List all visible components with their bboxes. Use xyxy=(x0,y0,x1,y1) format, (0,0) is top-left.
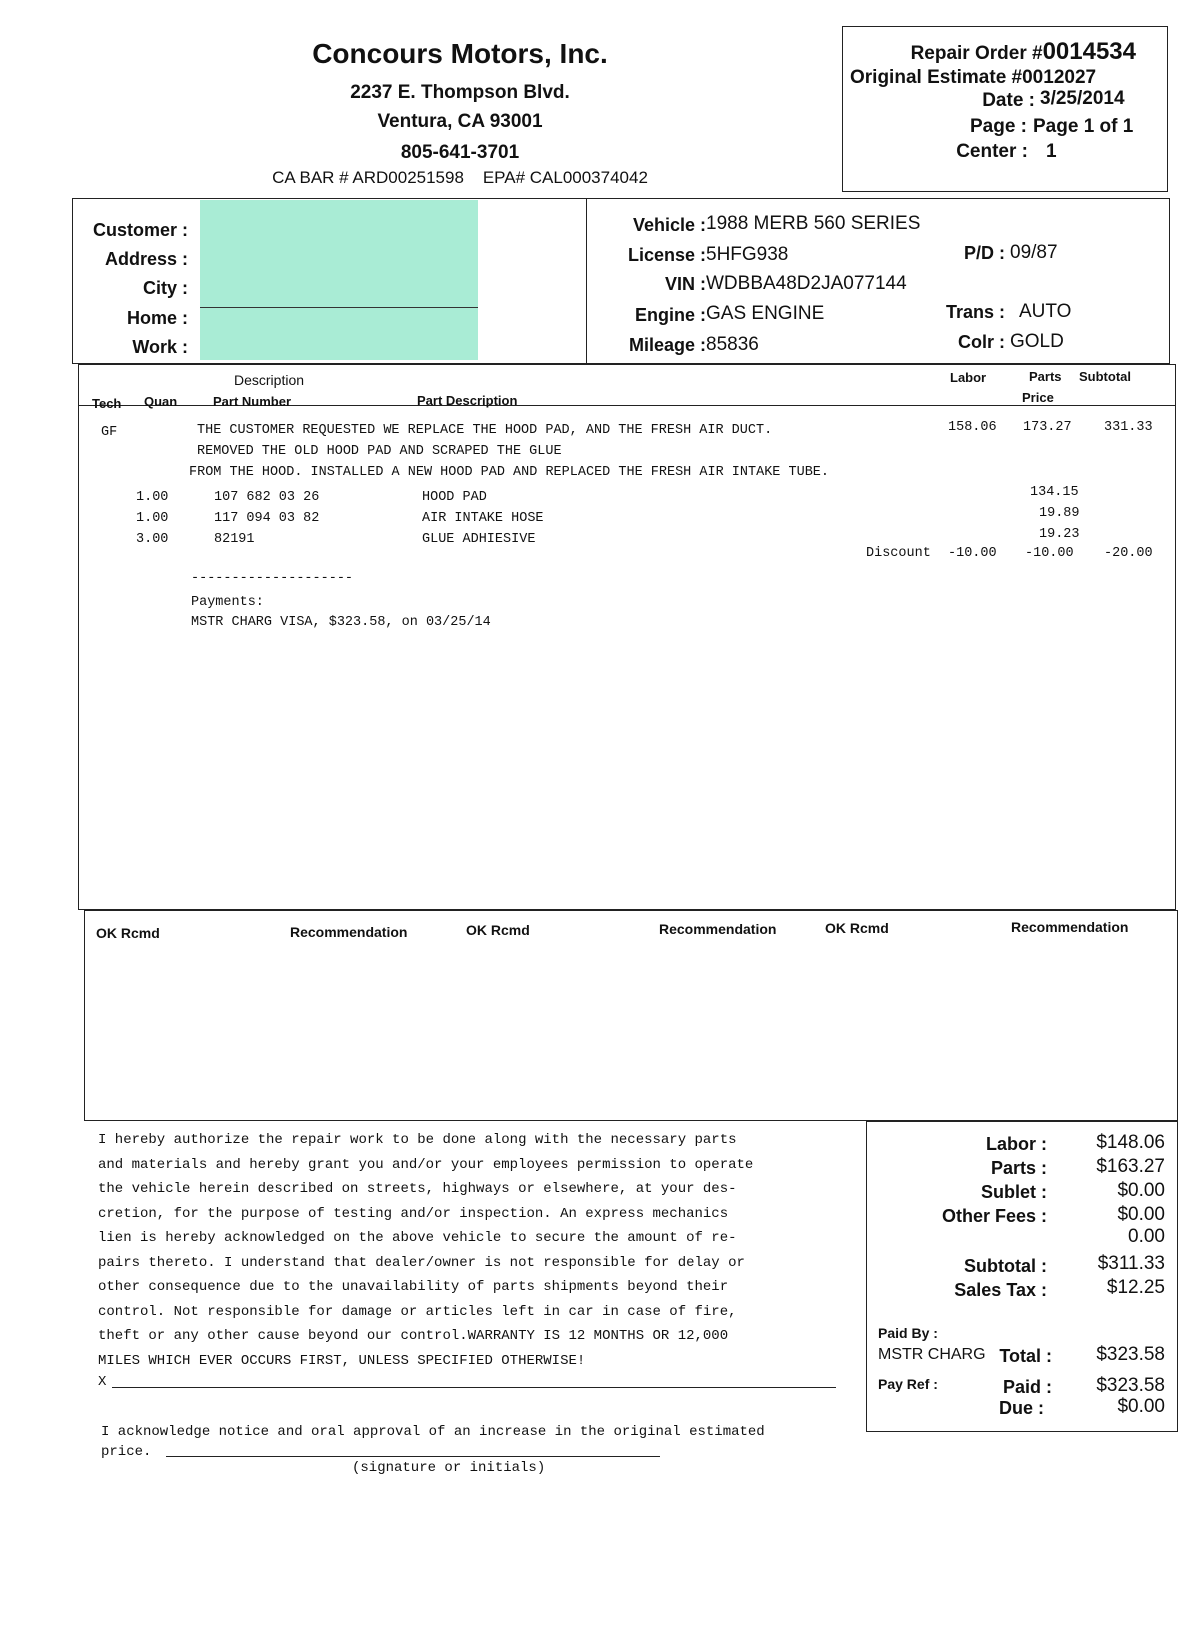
part-number: 117 094 03 82 xyxy=(214,511,320,526)
mileage-label: Mileage : xyxy=(628,335,706,355)
part-price: 134.15 xyxy=(1030,485,1079,500)
labor-total: $148.06 xyxy=(1096,1132,1165,1153)
part-description: AIR INTAKE HOSE xyxy=(422,511,544,526)
part-quan: 1.00 xyxy=(136,511,169,526)
trans-value: AUTO xyxy=(1019,301,1072,322)
authorization-line: control. Not responsible for damage or articles left in car in case of fire, xyxy=(98,1303,737,1320)
recommendations-box xyxy=(84,910,1178,1121)
job-line-3: FROM THE HOOD. INSTALLED A NEW HOOD PAD AND REPLACED THE FRESH AIR INTAKE TUBE. xyxy=(189,465,830,480)
vin-value: WDBBA48D2JA077144 xyxy=(706,273,907,294)
job-labor: 158.06 xyxy=(948,420,997,435)
shop-bar-epa: CA BAR # ARD00251598 EPA# CAL000374042 xyxy=(272,168,648,187)
authorization-text xyxy=(98,1128,858,1373)
sales-tax-label: Sales Tax : xyxy=(954,1280,1047,1300)
authorization-line: I hereby authorize the repair work to be done along with the necessary parts xyxy=(98,1132,737,1148)
rec-recommendation: Recommendation xyxy=(1011,919,1129,935)
other-fees-label: Other Fees : xyxy=(941,1206,1047,1226)
col-part-description: Part Description xyxy=(417,393,518,408)
payments-label: Payments: xyxy=(191,595,264,610)
job-line-2: REMOVED THE OLD HOOD PAD AND SCRAPED THE GLUE xyxy=(197,444,562,459)
job-subtotal: 331.33 xyxy=(1104,420,1153,435)
grand-total: $323.58 xyxy=(1096,1344,1165,1365)
pd-label: P/D : xyxy=(963,243,1005,263)
sublet-label: Sublet : xyxy=(981,1182,1047,1202)
part-price: 19.89 xyxy=(1039,506,1080,521)
col-part-number: Part Number xyxy=(213,394,292,409)
due-total: $0.00 xyxy=(1117,1396,1165,1417)
license-label: License : xyxy=(627,245,706,265)
total-label: Total : xyxy=(999,1346,1052,1366)
paid-total: $323.58 xyxy=(1096,1375,1165,1396)
payment-line: MSTR CHARG VISA, $323.58, on 03/25/14 xyxy=(191,615,491,630)
other-fees-extra: 0.00 xyxy=(1128,1226,1165,1247)
repair-order-label: Repair Order # xyxy=(910,43,1043,64)
sublet-total: $0.00 xyxy=(1117,1180,1165,1201)
original-estimate: Original Estimate #0012027 xyxy=(850,67,1097,88)
date-label: Date : xyxy=(982,90,1035,111)
license-value: 5HFG938 xyxy=(706,244,789,265)
sales-tax-total: $12.25 xyxy=(1106,1277,1165,1298)
repair-order-heading xyxy=(850,38,1136,66)
authorization-line: theft or any other cause beyond our control.WARRANTY IS 12 MONTHS OR 12,000 xyxy=(98,1328,729,1344)
rec-ok-rcmd: OK Rcmd xyxy=(466,922,530,938)
part-description: HOOD PAD xyxy=(422,490,487,505)
vin-label: VIN : xyxy=(664,274,706,294)
vehicle-value: 1988 MERB 560 SERIES xyxy=(706,213,921,234)
work-label: Work : xyxy=(132,337,188,357)
authorization-line: other consequence due to the unavailability of parts shipments beyond their xyxy=(98,1279,729,1295)
color-value: GOLD xyxy=(1010,331,1064,352)
discount-parts: -10.00 xyxy=(1025,546,1074,561)
col-tech: Tech xyxy=(92,396,122,411)
authorization-line: pairs thereto. I understand that dealer/owner is not responsible for delay or xyxy=(98,1254,745,1271)
divider-line: -------------------- xyxy=(191,571,354,586)
subtotal-label: Subtotal : xyxy=(964,1256,1047,1276)
labor-total-label: Labor : xyxy=(986,1134,1047,1154)
part-quan: 1.00 xyxy=(136,490,169,505)
parts-total-label: Parts : xyxy=(990,1158,1047,1178)
engine-label: Engine : xyxy=(635,305,706,325)
due-label: Due : xyxy=(999,1398,1044,1418)
shop-address: 2237 E. Thompson Blvd. xyxy=(350,82,570,103)
mileage-value: 85836 xyxy=(706,334,759,355)
center-label: Center : xyxy=(956,141,1028,162)
parts-total: $163.27 xyxy=(1096,1156,1165,1177)
discount-labor: -10.00 xyxy=(948,546,997,561)
col-price: Price xyxy=(1022,390,1054,405)
signature-caption: (signature or initials) xyxy=(352,1460,546,1476)
rec-recommendation: Recommendation xyxy=(290,924,408,940)
part-quan: 3.00 xyxy=(136,532,169,547)
shop-phone: 805-641-3701 xyxy=(400,142,520,163)
repair-order-number: 0014534 xyxy=(1042,38,1136,65)
part-price: 19.23 xyxy=(1039,527,1080,542)
part-number: 107 682 03 26 xyxy=(214,490,320,505)
page-label: Page : xyxy=(969,116,1027,137)
color-label: Colr : xyxy=(958,332,1005,352)
part-number: 82191 xyxy=(214,532,255,547)
job-parts: 173.27 xyxy=(1023,420,1072,435)
subtotal-total: $311.33 xyxy=(1097,1253,1165,1274)
home-label: Home : xyxy=(126,308,188,328)
rec-recommendation: Recommendation xyxy=(659,921,777,937)
customer-redaction xyxy=(200,200,478,360)
redaction-line xyxy=(200,307,478,308)
engine-value: GAS ENGINE xyxy=(706,303,825,324)
col-parts: Parts xyxy=(1029,369,1062,384)
discount-label: Discount xyxy=(866,546,931,561)
acknowledge-line-1: I acknowledge notice and oral approval of an increase in the original estimated xyxy=(101,1424,765,1440)
paid-by-label: Paid By : xyxy=(878,1325,938,1341)
col-description: Description xyxy=(234,372,305,388)
col-subtotal: Subtotal xyxy=(1079,369,1131,384)
paid-by-value: MSTR CHARG xyxy=(878,1346,986,1363)
shop-name: Concours Motors, Inc. xyxy=(312,38,608,69)
address-label: Address : xyxy=(104,249,188,269)
job-tech: GF xyxy=(101,425,118,440)
col-labor: Labor xyxy=(950,370,987,385)
rec-ok-rcmd: OK Rcmd xyxy=(96,925,160,941)
trans-label: Trans : xyxy=(945,302,1005,322)
rec-ok-rcmd: OK Rcmd xyxy=(825,920,889,936)
shop-city: Ventura, CA 93001 xyxy=(377,111,543,132)
center-value: 1 xyxy=(1046,141,1057,162)
order-date: 3/25/2014 xyxy=(1040,88,1125,109)
authorization-line: MILES WHICH EVER OCCURS FIRST, UNLESS SPECIFIED OTHERWISE! xyxy=(98,1352,586,1369)
paid-label: Paid : xyxy=(1002,1377,1052,1397)
city-label: City : xyxy=(143,278,188,298)
authorization-line: cretion, for the purpose of testing and/or inspection. An express mechanics xyxy=(98,1205,729,1222)
authorization-line: the vehicle herein described on streets, highways or elsewhere, at your des- xyxy=(98,1181,737,1197)
authorization-line: lien is hereby acknowledged on the above vehicle to secure the amount of re- xyxy=(98,1230,737,1246)
col-quan: Quan xyxy=(144,394,178,409)
page-number: Page 1 of 1 xyxy=(1033,116,1134,137)
discount-subtotal: -20.00 xyxy=(1104,546,1153,561)
acknowledge-line-2: price. xyxy=(101,1444,152,1460)
vehicle-label: Vehicle : xyxy=(632,215,706,235)
customer-vehicle-divider xyxy=(586,198,587,364)
pay-ref-label: Pay Ref : xyxy=(878,1376,938,1392)
pd-value: 09/87 xyxy=(1010,242,1058,263)
job-line-1: THE CUSTOMER REQUESTED WE REPLACE THE HOOD PAD, AND THE FRESH AIR DUCT. xyxy=(197,423,773,438)
other-fees-total: $0.00 xyxy=(1117,1204,1165,1225)
customer-label: Customer : xyxy=(92,220,188,240)
signature-line[interactable] xyxy=(112,1387,836,1388)
signature-x: X xyxy=(98,1374,107,1390)
part-description: GLUE ADHIESIVE xyxy=(422,532,536,547)
initials-line[interactable] xyxy=(166,1456,660,1457)
authorization-line: and materials and hereby grant you and/or your employees permission to operate xyxy=(98,1156,754,1173)
